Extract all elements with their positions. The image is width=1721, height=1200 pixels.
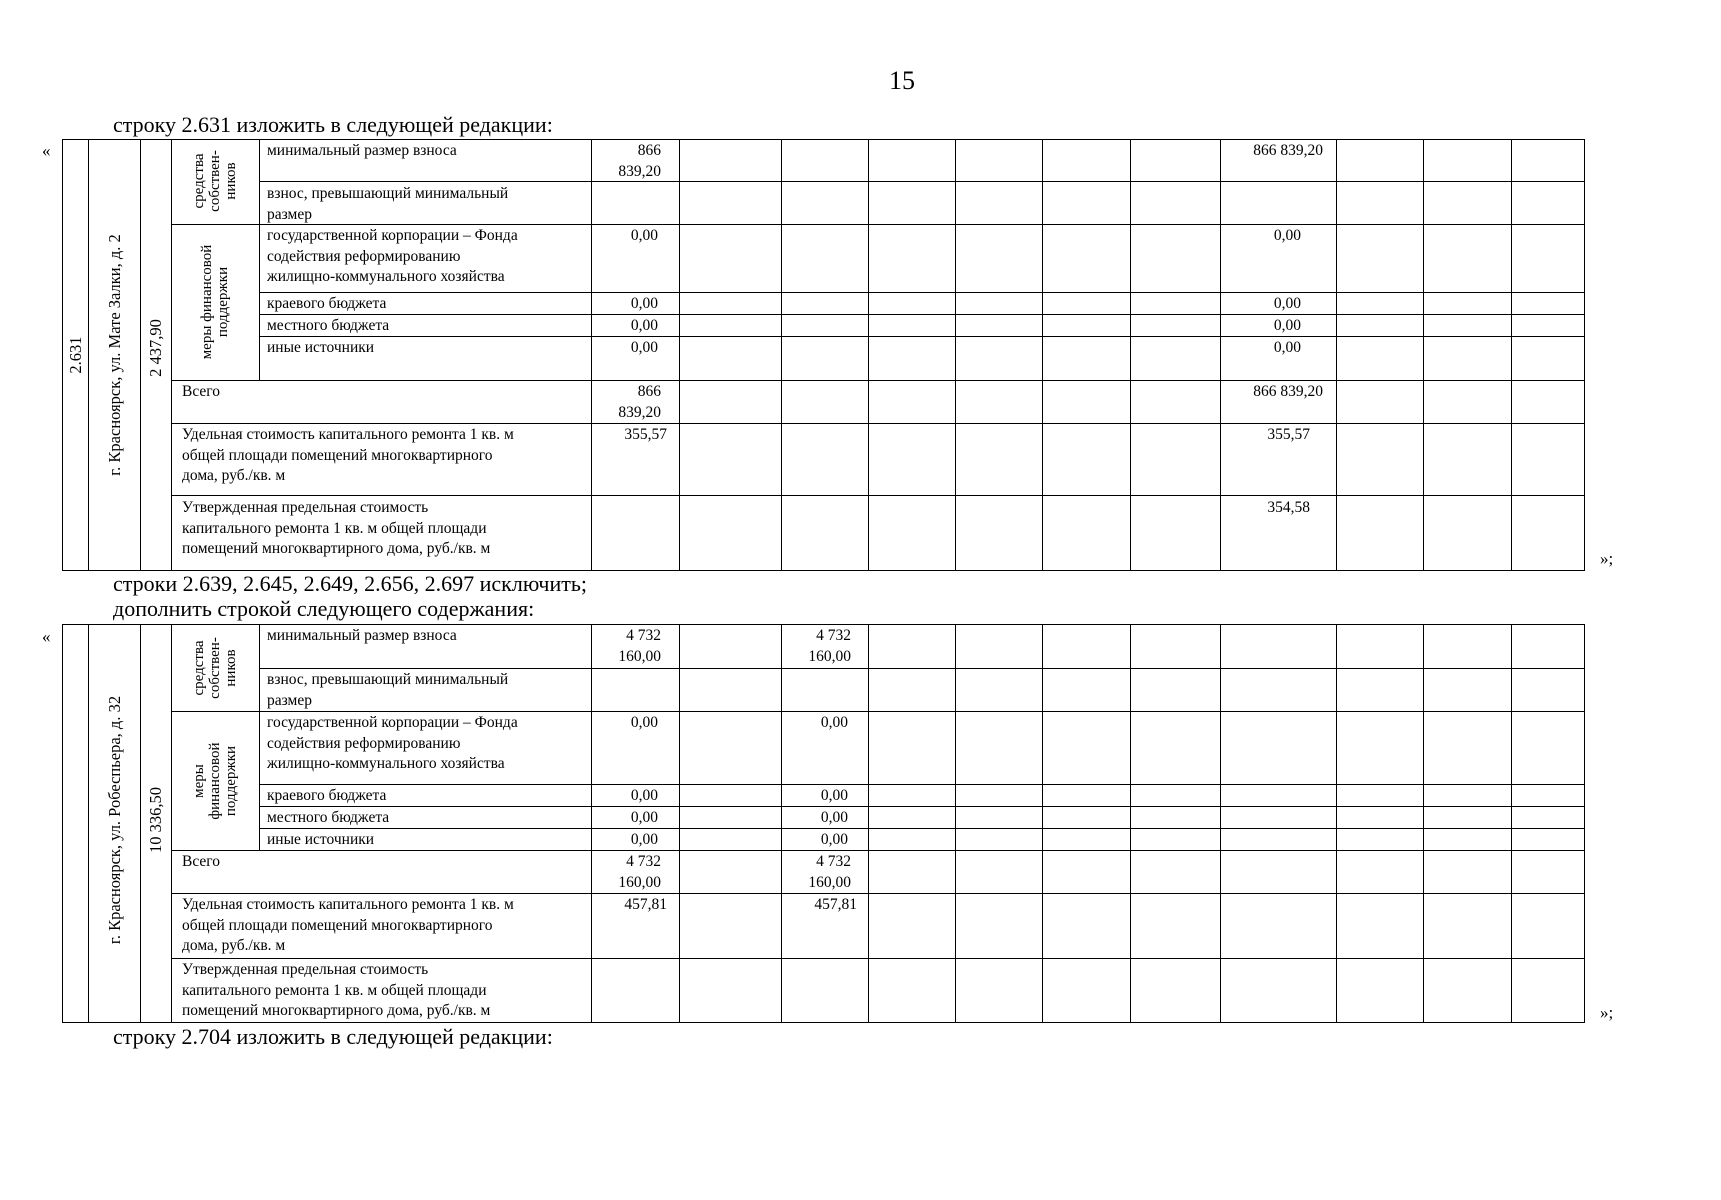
label-total: Всего	[182, 853, 221, 870]
value-fund-c: 0,00	[820, 714, 848, 731]
value-regional-c: 0,00	[820, 787, 848, 804]
value-other-k: 0,00	[1273, 339, 1301, 356]
value-min-fee-total: 4 732 160,00	[618, 627, 661, 665]
value-unit-cost: 457,81	[624, 896, 667, 913]
address-label: г. Красноярск, ул. Мате Залки, д. 2	[105, 234, 124, 476]
value-regional-total: 0,00	[630, 787, 658, 804]
value-unit-cost: 355,57	[624, 426, 667, 443]
instruction-exclude-rows: строки 2.639, 2.645, 2.649, 2.656, 2.697 исключить;	[113, 571, 588, 596]
value-grand-total: 4 732 160,00	[618, 853, 661, 891]
own-funds-group-label: средства собствен- ников	[191, 637, 239, 699]
value-other-c: 0,00	[820, 831, 848, 848]
label-unit-cost: Удельная стоимость капитального ремонта 1 кв. м общей площади помещений многоквартирного дома, руб./кв. м	[182, 896, 514, 954]
label-regional-budget: краевого бюджета	[267, 295, 387, 312]
value-min-fee-k: 866 839,20	[1253, 142, 1323, 159]
area-value: 10 336,50	[146, 787, 165, 853]
label-fund: государственной корпорации – Фонда содействия реформированию жилищно-коммунального хозяйства	[267, 227, 518, 285]
value-other-total: 0,00	[630, 339, 658, 356]
closing-quote: »;	[1600, 549, 1614, 568]
label-other-sources: иные источники	[267, 831, 375, 848]
value-regional-k: 0,00	[1273, 295, 1301, 312]
label-other-sources: иные источники	[267, 339, 375, 356]
value-fund-total: 0,00	[630, 714, 658, 731]
value-fund-k: 0,00	[1273, 227, 1301, 244]
value-total-c: 4 732 160,00	[808, 853, 851, 891]
label-local-budget: местного бюджета	[267, 809, 390, 826]
value-regional-total: 0,00	[630, 295, 658, 312]
label-fund: государственной корпорации – Фонда содействия реформированию жилищно-коммунального хозяйства	[267, 714, 518, 772]
label-unit-cost: Удельная стоимость капитального ремонта 1 кв. м общей площади помещений многоквартирного дома, руб./кв. м	[182, 426, 514, 484]
financial-support-group-label: меры финансовой поддержки	[199, 244, 231, 360]
value-limit-cost-k: 354,58	[1267, 499, 1310, 516]
label-limit-cost: Утвержденная предельная стоимость капитального ремонта 1 кв. м общей площади помещений многоквартирного дома, руб./кв. м	[182, 499, 491, 557]
own-funds-group-label: средства собствен- ников	[191, 150, 239, 212]
value-unit-cost-k: 355,57	[1267, 426, 1310, 443]
value-local-total: 0,00	[630, 317, 658, 334]
value-unit-cost-c: 457,81	[814, 896, 857, 913]
label-min-fee: минимальный размер взноса	[267, 627, 457, 644]
value-local-c: 0,00	[820, 809, 848, 826]
value-fund-total: 0,00	[630, 227, 658, 244]
label-min-fee: минимальный размер взноса	[267, 142, 457, 159]
value-other-total: 0,00	[630, 831, 658, 848]
value-min-fee-c: 4 732 160,00	[808, 627, 851, 665]
closing-quote: »;	[1600, 1003, 1614, 1022]
instruction-replace-2704: строку 2.704 изложить в следующей редакции:	[113, 1024, 553, 1049]
label-extra-fee: взнос, превышающий минимальный размер	[267, 185, 509, 223]
instruction-add-row: дополнить строкой следующего содержания:	[113, 596, 535, 621]
instruction-replace-2631: строку 2.631 изложить в следующей редакции:	[113, 112, 553, 137]
label-extra-fee: взнос, превышающий минимальный размер	[267, 671, 509, 709]
opening-quote: «	[42, 627, 51, 646]
value-total-k: 866 839,20	[1253, 383, 1323, 400]
label-regional-budget: краевого бюджета	[267, 787, 387, 804]
value-local-total: 0,00	[630, 809, 658, 826]
row-number: 2.631	[66, 336, 85, 374]
value-local-k: 0,00	[1273, 317, 1301, 334]
financial-support-group-label: меры финансовой поддержки	[191, 742, 239, 820]
label-local-budget: местного бюджета	[267, 317, 390, 334]
address-label: г. Красноярск, ул. Робеспьера, д. 32	[105, 695, 124, 945]
opening-quote: «	[42, 141, 51, 160]
area-value: 2 437,90	[146, 319, 165, 377]
value-grand-total: 866 839,20	[618, 383, 661, 421]
value-min-fee-total: 866 839,20	[618, 142, 661, 180]
label-total: Всего	[182, 383, 221, 400]
label-limit-cost: Утвержденная предельная стоимость капитального ремонта 1 кв. м общей площади помещений многоквартирного дома, руб./кв. м	[182, 961, 491, 1019]
page-number: 15	[889, 66, 915, 95]
